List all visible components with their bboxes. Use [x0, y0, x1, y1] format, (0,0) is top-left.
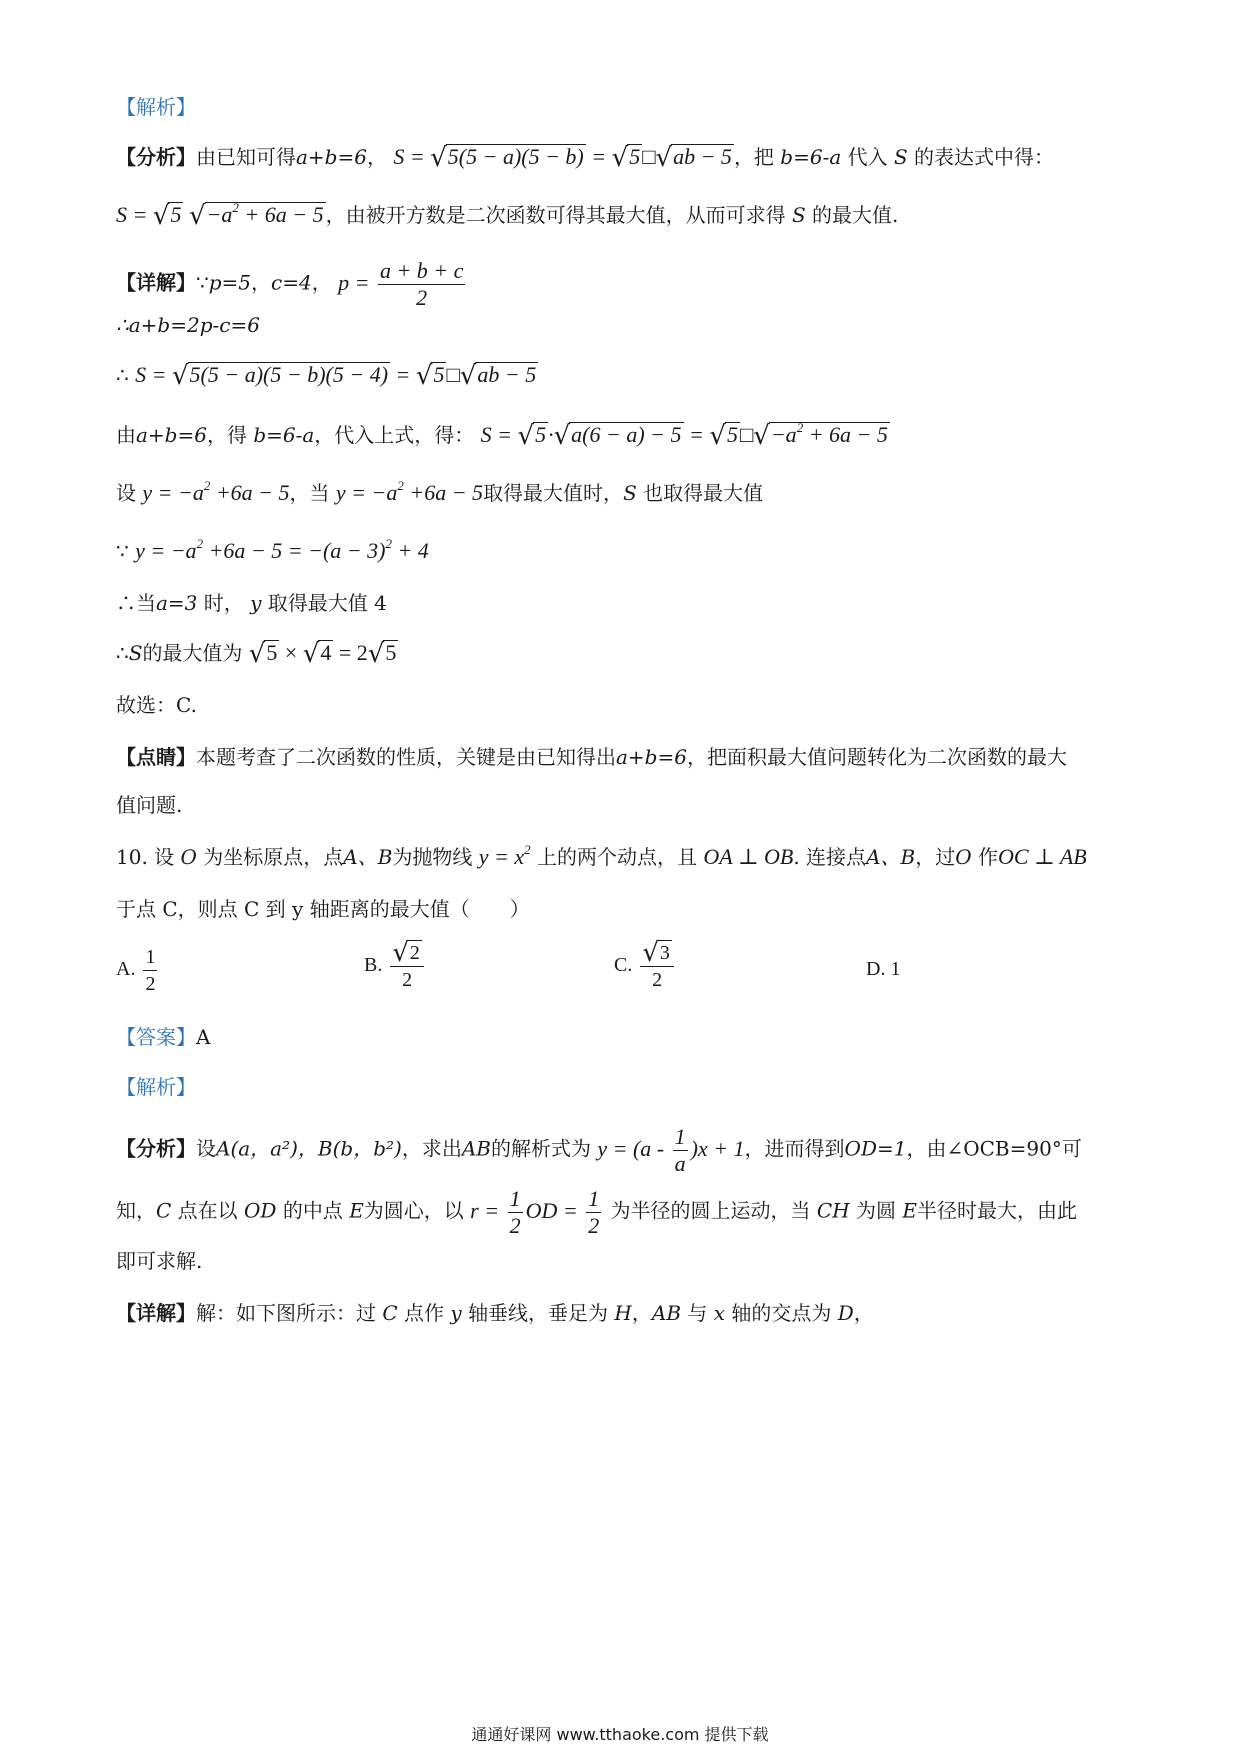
text: 的中点	[282, 1198, 343, 1223]
math: b=6-a	[780, 145, 842, 169]
math: a+b=6	[616, 745, 687, 769]
analysis2-line-2	[116, 1186, 1077, 1239]
xiangjie-tag: 【详解】	[116, 270, 196, 295]
formula: p = $\frac{a + b + c}{2}$	[338, 258, 464, 310]
text: 当	[136, 591, 156, 615]
text: 本题考查了二次函数的性质，关键是由已知得出	[196, 745, 616, 769]
formula: $y = -a^2 +6a - 5$	[335, 478, 484, 505]
text: 半径时最大，由此	[917, 1198, 1077, 1223]
text: ，进而得到	[744, 1136, 845, 1161]
remark-line-1	[116, 742, 1067, 772]
formula: $S = √5\cdot√a(6 - a) - 5 = √5□√-a^2 + 6a - 5$	[480, 420, 888, 451]
detail2-line-1	[116, 1298, 874, 1328]
text: . 连接点	[793, 845, 867, 869]
option-b-label: B.	[364, 954, 383, 977]
text: ，求出	[401, 1136, 462, 1161]
therefore-symbol: ∴	[116, 641, 129, 665]
analysis2-line-3: 即可求解.	[116, 1249, 203, 1273]
option-d-value: 1	[890, 958, 901, 980]
analysis-tag-1: 【解析】	[116, 95, 196, 119]
text: 的最大值.	[812, 203, 899, 227]
question-10-line-2: 于点 C，则点 C 到 y 轴距离的最大值（ ）	[116, 897, 530, 921]
math: a=3	[156, 591, 198, 615]
formula: S = √5 $√-a^2 + 6a - 5$	[116, 200, 324, 231]
formula: √5 × √4 = 2√5	[248, 639, 397, 669]
math: E	[902, 1198, 917, 1223]
fenxi-tag: 【分析】	[116, 1136, 196, 1161]
question-10-line-1	[116, 842, 1087, 872]
math: b=6-a	[253, 423, 315, 447]
text: 由	[116, 423, 136, 447]
text: 点作	[404, 1301, 445, 1325]
fenxi-tag: 【分析】	[116, 145, 196, 169]
math: OD	[244, 1198, 277, 1223]
text: 的最大值为	[142, 641, 243, 665]
math: D	[837, 1301, 854, 1325]
text: ，过	[915, 845, 956, 869]
text: 解：如下图所示：过	[196, 1301, 376, 1325]
math: AB	[651, 1301, 682, 1325]
answer-value: A	[196, 1025, 211, 1049]
math: A、B	[866, 845, 916, 869]
xiangjie-tag: 【详解】	[116, 1301, 196, 1325]
text: ，由被开方数是二次函数可得其最大值，从而可求得	[325, 203, 786, 227]
text: 作	[977, 845, 998, 869]
text: 与	[687, 1301, 708, 1325]
text: 取得最大值 4	[267, 591, 387, 615]
formula: OA ⊥ OB	[703, 844, 794, 869]
page-footer: 通通好课网 www.tthaoke.com 提供下载	[471, 1725, 769, 1744]
formula: y = (a - $\frac{1}{a}$ )x + 1	[597, 1124, 745, 1176]
remark-line-2: 值问题.	[116, 793, 183, 817]
text: ，代入上式，得：	[314, 423, 475, 447]
text: 为圆心，以	[363, 1198, 464, 1223]
text: 为圆	[856, 1198, 897, 1223]
fraction-sqrt3-over-2: $\frac{√3}{2}$	[640, 940, 674, 993]
text: 也取得最大值	[643, 481, 764, 505]
analysis-line-2	[116, 200, 898, 231]
math: AB	[461, 1136, 491, 1161]
text: ，当	[289, 481, 330, 505]
fraction-sqrt2-over-2: $\frac{√2}{2}$	[390, 940, 424, 993]
math: C	[382, 1301, 398, 1325]
because-symbol: ∵	[116, 539, 129, 563]
math: A、B	[343, 845, 393, 869]
dianjing-tag: 【点睛】	[116, 745, 196, 769]
option-d	[866, 958, 900, 981]
text: 轴的交点为	[731, 1301, 832, 1325]
math: E	[349, 1198, 364, 1223]
text: 取得最大值时，	[483, 481, 624, 505]
math: S	[791, 203, 806, 227]
text: 为半径的圆上运动，当	[610, 1198, 811, 1223]
therefore-symbol: ∴	[116, 363, 129, 387]
fraction-one-half: $\frac{1}{2}$	[145, 946, 156, 995]
text: 时，	[203, 591, 244, 615]
math: S	[623, 481, 637, 505]
text: 为坐标原点，点	[203, 845, 344, 869]
text: 设	[116, 481, 136, 505]
math: H	[614, 1301, 632, 1325]
option-d-label: D.	[866, 958, 886, 980]
math: x	[713, 1301, 726, 1325]
text: 的表达式中得：	[914, 145, 1055, 169]
detail-line-6	[116, 536, 429, 566]
math: y	[450, 1301, 462, 1325]
math: OD=1	[844, 1136, 907, 1161]
option-a	[116, 944, 160, 997]
text: ，由∠OCB=90°可	[906, 1136, 1082, 1161]
math: p=5	[208, 270, 252, 295]
option-a-label: A.	[116, 958, 136, 981]
detail-line-7	[116, 588, 387, 618]
formula: r = $\frac{1}{2}$ OD = $\frac{1}{2}$	[470, 1186, 600, 1238]
detail-line-2: ∴a+b=2p-c=6	[116, 313, 260, 337]
analysis2-line-1	[116, 1124, 1082, 1177]
math: y	[250, 591, 262, 615]
formula: S = √5(5 − a)(5 − b)(5 − 4) = √5□√ab − 5	[135, 361, 537, 391]
math: S	[128, 641, 143, 665]
text: 知，	[116, 1198, 156, 1223]
formula: $y = x^2$	[478, 842, 531, 869]
text: 上的两个动点，且	[537, 845, 698, 869]
answer-line	[116, 1022, 210, 1052]
math: O	[180, 845, 197, 869]
text: ，得	[206, 423, 247, 447]
answer-tag: 【答案】	[116, 1025, 196, 1049]
text: 设	[196, 1136, 216, 1161]
text: ，	[631, 1301, 652, 1325]
math: C	[156, 1198, 172, 1223]
text: 代入	[847, 145, 888, 169]
analysis-tag-2: 【解析】	[116, 1075, 196, 1099]
text: 点在以	[177, 1198, 238, 1223]
detail-line-3	[116, 360, 538, 391]
math: a+b=6	[136, 423, 207, 447]
text: ，把面积最大值问题转化为二次函数的最大	[686, 745, 1067, 769]
math: CH	[816, 1198, 850, 1223]
text: 10. 设	[116, 845, 175, 869]
answer-choice-line: 故选：C.	[116, 693, 197, 717]
formula: $y = -a^2 +6a - 5 = -(a - 3)^2 + 4$	[135, 536, 429, 563]
formula: OC ⊥ AB	[997, 844, 1087, 869]
detail-line-8	[116, 638, 398, 669]
option-c	[614, 940, 677, 993]
detail-line-5	[116, 478, 763, 508]
formula: S = √5(5 − a)(5 − b) = √5□√ab − 5	[393, 143, 732, 173]
therefore-symbol: ∴	[116, 591, 136, 615]
math: a+b=6	[296, 145, 367, 169]
math: S	[893, 145, 908, 169]
math: A(a，a²)，B(b，b²)	[216, 1136, 402, 1161]
text: 的解析式为	[490, 1136, 591, 1161]
detail-line-1: 【详解】∵p=5，c=4， p = $\frac{a + b + c}{2}$	[116, 258, 468, 311]
text: 轴垂线，垂足为	[468, 1301, 609, 1325]
text: ，把	[733, 145, 774, 169]
option-b	[364, 940, 427, 993]
option-c-label: C.	[614, 954, 633, 977]
formula: $y = -a^2 +6a - 5$	[142, 478, 290, 505]
text: 为抛物线	[392, 845, 473, 869]
text: 由已知可得	[196, 145, 296, 169]
text: ，	[853, 1301, 874, 1325]
math: O	[955, 845, 972, 869]
analysis-line-1: 【分析】由已知可得a+b=6， S = √5(5 − a)(5 − b) = √5□√ab − 5 ，把 b=6-a 代入 S 的表达式中得：	[116, 143, 1055, 173]
because-symbol: ∵	[196, 270, 209, 295]
math: c=4	[271, 270, 312, 295]
detail-line-4	[116, 420, 890, 451]
